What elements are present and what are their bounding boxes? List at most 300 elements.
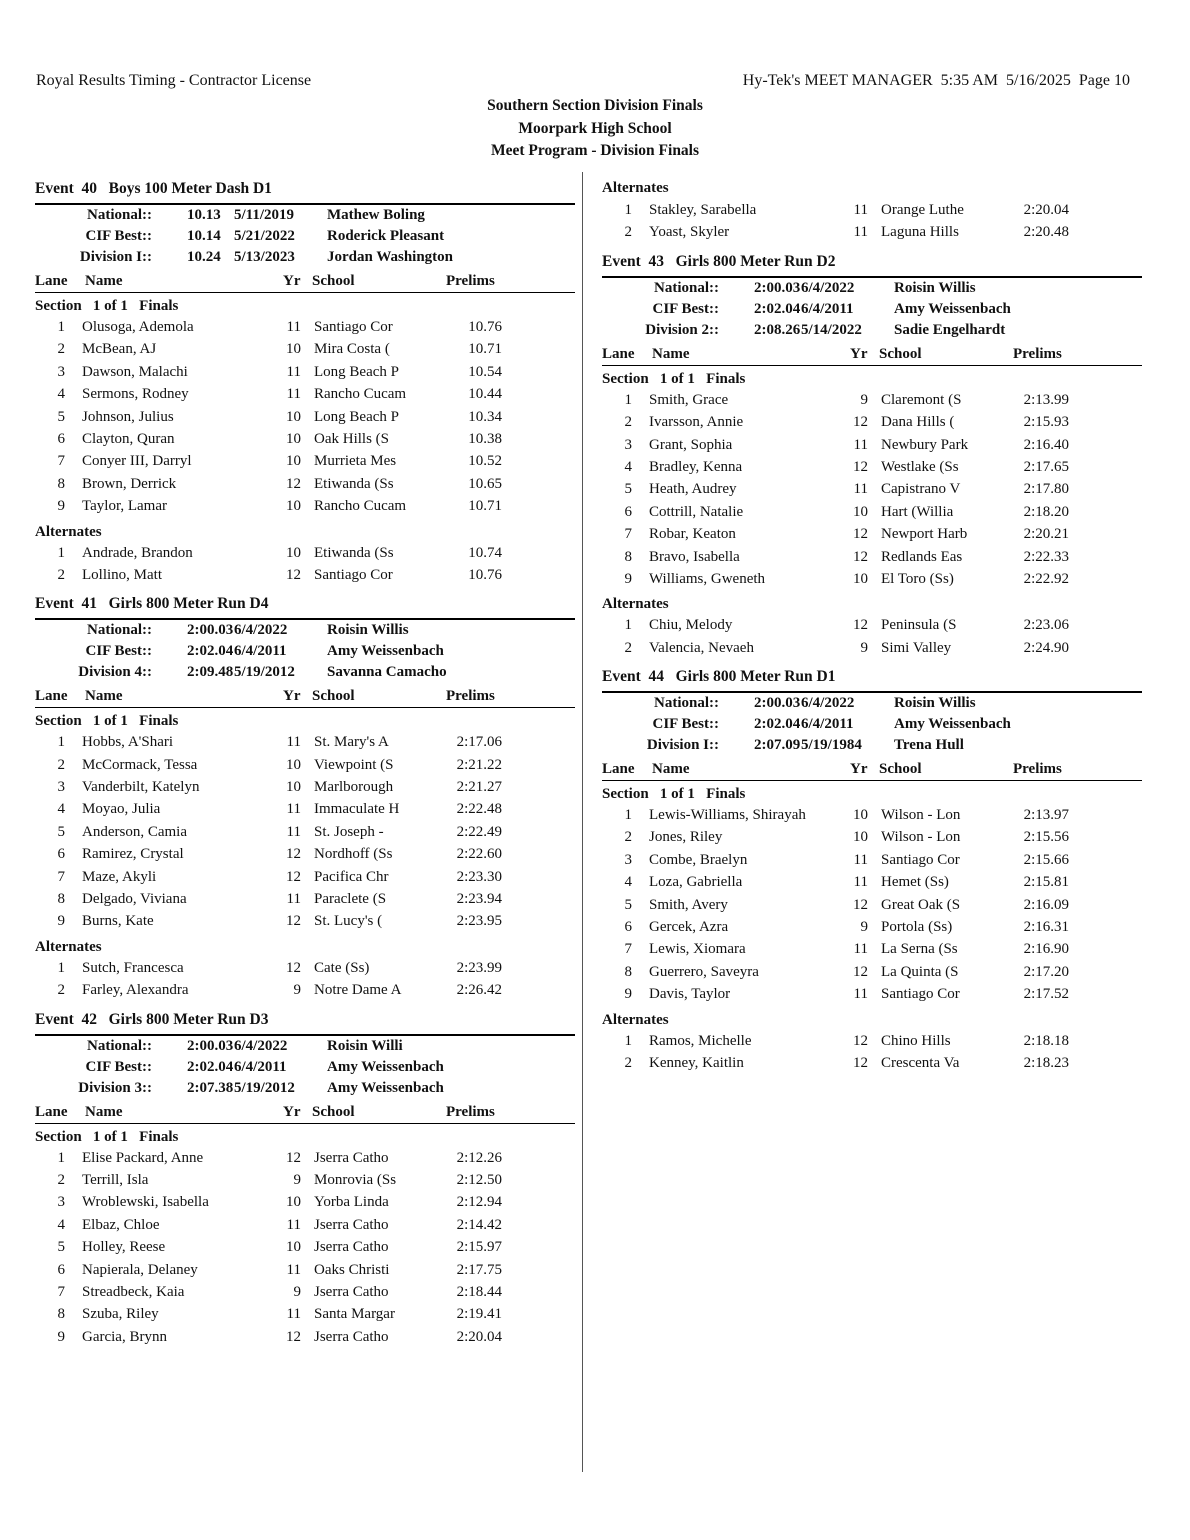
athlete-school: Marlborough (314, 779, 394, 796)
athlete-school: Jserra Catho (314, 1283, 389, 1300)
record-label: CIF Best:: (85, 228, 152, 244)
event-title: Event 42 Girls 800 Meter Run D3 (35, 1011, 575, 1036)
column-header (602, 343, 1142, 366)
athlete-school: El Toro (Ss) (881, 570, 954, 587)
athlete-school: Rancho Cucam (314, 386, 407, 403)
prelim-time: 2:22.92 (1023, 570, 1069, 587)
athlete-school: St. Joseph - (314, 823, 384, 840)
section-header: Section 1 of 1 Finals (35, 1128, 179, 1145)
prelim-time: 10.74 (468, 544, 502, 561)
record-holder: Roisin Willis (894, 279, 976, 296)
entry-row (35, 1260, 575, 1282)
entry-row (602, 1053, 1142, 1075)
lane-number: 7 (624, 526, 632, 543)
athlete-school: Jserra Catho (314, 1328, 389, 1345)
athlete-year: 12 (286, 868, 301, 885)
record-time: 2:07.09 (754, 737, 801, 754)
column-divider (582, 172, 583, 1472)
entry-row (35, 732, 575, 754)
prelim-time: 2:19.41 (456, 1306, 502, 1323)
col-lane: Lane (35, 273, 68, 289)
lane-number: 4 (57, 1216, 65, 1233)
prelim-time: 2:17.65 (1023, 458, 1069, 475)
athlete-year: 12 (286, 475, 301, 492)
col-prelims: Prelims (1013, 345, 1062, 362)
record-row (602, 320, 1142, 341)
athlete-school: Mira Costa ( (314, 341, 390, 358)
athlete-year: 10 (286, 341, 301, 358)
prelim-time: 2:21.27 (456, 779, 502, 796)
lane-number: 5 (57, 823, 65, 840)
athlete-year: 10 (286, 453, 301, 470)
entry-row (35, 565, 575, 587)
prelim-time: 2:17.80 (1023, 481, 1069, 498)
record-time: 2:02.04 (187, 1058, 234, 1075)
athlete-name: Dawson, Malachi (82, 363, 188, 380)
col-school: School (312, 273, 355, 289)
section-header: Section 1 of 1 Finals (35, 713, 179, 730)
column-header (35, 270, 575, 293)
athlete-year: 11 (286, 734, 301, 751)
athlete-year: 11 (853, 436, 868, 453)
athlete-year: 12 (286, 913, 301, 930)
alternates-list (602, 615, 1142, 660)
record-date: 6/4/2022 (801, 279, 855, 296)
prelim-time: 2:20.04 (456, 1328, 502, 1345)
prelim-time: 2:26.42 (456, 982, 502, 999)
document-titles (0, 95, 1190, 163)
entry-row (35, 958, 575, 980)
record-time: 2:02.04 (187, 643, 234, 660)
entry-row (602, 1031, 1142, 1053)
record-row (602, 714, 1142, 735)
record-date: 6/4/2022 (801, 695, 855, 712)
prelim-time: 2:15.56 (1023, 829, 1069, 846)
prelim-time: 2:17.52 (1023, 986, 1069, 1003)
athlete-year: 9 (860, 919, 868, 936)
athlete-school: Peninsula (S (881, 617, 957, 634)
prelim-time: 2:15.66 (1023, 851, 1069, 868)
record-holder: Amy Weissenbach (327, 643, 444, 660)
record-date: 6/4/2011 (234, 1058, 287, 1075)
lane-number: 8 (624, 548, 632, 565)
col-yr: Yr (850, 345, 868, 362)
col-yr: Yr (283, 273, 301, 289)
athlete-school: Newport Harb (881, 526, 968, 543)
athlete-school: Long Beach P (314, 408, 399, 425)
prelim-time: 2:18.20 (1023, 503, 1069, 520)
entry-row (602, 939, 1142, 961)
athlete-year: 12 (853, 548, 868, 565)
prelim-time: 10.54 (468, 363, 502, 380)
meet-title: Southern Section Division Finals (487, 97, 703, 114)
prelim-time: 2:23.30 (456, 868, 502, 885)
alternates-header: Alternates (602, 180, 669, 196)
athlete-school: Santiago Cor (314, 566, 393, 583)
athlete-name: Hobbs, A'Shari (82, 734, 174, 751)
prelim-time: 2:23.06 (1023, 617, 1069, 634)
prelim-time: 2:22.48 (456, 801, 502, 818)
athlete-year: 12 (853, 617, 868, 634)
entry-row (35, 1215, 575, 1237)
record-row (35, 620, 575, 641)
lane-number: 2 (57, 566, 65, 583)
prelim-time: 2:17.20 (1023, 963, 1069, 980)
athlete-name: Loza, Gabriella (649, 874, 743, 891)
column-header (602, 758, 1142, 781)
lane-number: 6 (624, 503, 632, 520)
entry-row (35, 1282, 575, 1304)
record-holder: Amy Weissenbach (327, 1079, 444, 1096)
entry-row (35, 317, 575, 339)
lane-number: 6 (57, 430, 65, 447)
athlete-year: 11 (286, 1261, 301, 1278)
lane-number: 7 (624, 941, 632, 958)
lane-number: 9 (57, 498, 65, 515)
prelim-time: 2:14.42 (456, 1216, 502, 1233)
athlete-year: 12 (286, 959, 301, 976)
prelim-time: 2:20.21 (1023, 526, 1069, 543)
col-yr: Yr (283, 688, 301, 705)
record-holder: Jordan Washington (327, 249, 454, 265)
athlete-school: Claremont (S (881, 391, 962, 408)
athlete-year: 9 (293, 1283, 301, 1300)
athlete-name: Jones, Riley (649, 829, 723, 846)
prelim-time: 2:13.97 (1023, 807, 1069, 824)
col-school: School (879, 761, 922, 778)
prelim-time: 2:21.22 (456, 756, 502, 773)
athlete-name: Lewis, Xiomara (649, 941, 746, 958)
record-date: 5/19/2012 (234, 664, 295, 681)
athlete-school: Paraclete (S (314, 891, 387, 908)
record-label: CIF Best:: (652, 716, 719, 733)
lane-number: 5 (57, 408, 65, 425)
athlete-name: Andrade, Brandon (82, 544, 193, 561)
record-holder: Mathew Boling (327, 207, 425, 223)
col-prelims: Prelims (1013, 761, 1062, 778)
prelim-time: 2:17.75 (456, 1261, 502, 1278)
athlete-year: 10 (286, 779, 301, 796)
athlete-year: 9 (293, 1171, 301, 1188)
athlete-year: 11 (286, 891, 301, 908)
lane-number: 6 (624, 919, 632, 936)
prelim-time: 10.71 (468, 341, 502, 358)
athlete-name: McCormack, Tessa (82, 756, 198, 773)
athlete-year: 12 (286, 1328, 301, 1345)
column-header (35, 685, 575, 708)
prelim-time: 10.52 (468, 453, 502, 470)
record-holder: Sadie Engelhardt (894, 321, 1006, 338)
entry-row (35, 822, 575, 844)
lane-number: 2 (624, 639, 632, 656)
program-title: Meet Program - Division Finals (490, 142, 700, 159)
lane-number: 3 (57, 1194, 65, 1211)
entries-list (602, 805, 1142, 1007)
record-label: National:: (87, 1037, 152, 1054)
athlete-name: Johnson, Julius (82, 408, 174, 425)
athlete-name: Ramirez, Crystal (82, 846, 184, 863)
entry-row (602, 962, 1142, 984)
lane-number: 9 (624, 570, 632, 587)
athlete-school: La Quinta (S (881, 963, 959, 980)
lane-number: 1 (624, 1032, 632, 1049)
col-name: Name (85, 688, 123, 705)
athlete-year: 11 (286, 823, 301, 840)
record-row (35, 662, 575, 683)
athlete-school: Cate (Ss) (314, 959, 370, 976)
prelim-time: 2:17.06 (456, 734, 502, 751)
entry-row (35, 451, 575, 473)
prelim-time: 2:12.26 (456, 1149, 502, 1166)
athlete-name: Olusoga, Ademola (82, 319, 194, 335)
right-column (602, 180, 1142, 1075)
record-label: Division 3:: (78, 1079, 152, 1096)
athlete-year: 12 (853, 963, 868, 980)
lane-number: 2 (57, 982, 65, 999)
prelim-time: 2:18.23 (1023, 1054, 1069, 1071)
col-name: Name (652, 345, 690, 362)
prelim-time: 10.76 (468, 566, 502, 583)
athlete-year: 11 (853, 874, 868, 891)
athlete-school: Rancho Cucam (314, 498, 407, 515)
entry-row (602, 917, 1142, 939)
lane-number: 8 (624, 963, 632, 980)
athlete-year: 11 (286, 801, 301, 818)
prelim-time: 10.38 (468, 430, 502, 447)
record-row (35, 247, 575, 268)
athlete-school: Portola (Ss) (881, 919, 953, 936)
athlete-name: Sermons, Rodney (82, 386, 189, 403)
lane-number: 9 (624, 986, 632, 1003)
entry-row (602, 390, 1142, 412)
prelim-time: 2:12.94 (456, 1194, 502, 1211)
athlete-school: Yorba Linda (314, 1194, 389, 1211)
athlete-name: Taylor, Lamar (82, 498, 167, 515)
col-prelims: Prelims (446, 1103, 495, 1120)
prelim-time: 2:22.33 (1023, 548, 1069, 565)
record-date: 6/4/2022 (234, 622, 288, 639)
athlete-year: 11 (853, 986, 868, 1003)
alternates-list (35, 543, 575, 588)
record-row (602, 278, 1142, 299)
prelim-time: 2:16.09 (1023, 896, 1069, 913)
athlete-year: 10 (853, 570, 868, 587)
entry-row (602, 502, 1142, 524)
athlete-name: Kenney, Kaitlin (649, 1054, 744, 1071)
record-row (35, 226, 575, 247)
prelim-time: 2:16.31 (1023, 919, 1069, 936)
record-label: National:: (654, 695, 719, 712)
record-time: 2:02.04 (754, 716, 801, 733)
entry-row (602, 222, 1142, 244)
record-time: 2:02.04 (754, 300, 801, 317)
athlete-year: 10 (853, 829, 868, 846)
left-column (35, 180, 575, 1349)
prelim-time: 2:20.04 (1023, 202, 1069, 218)
entries-list (35, 1148, 575, 1350)
record-holder: Roisin Willis (327, 622, 409, 639)
athlete-year: 11 (286, 363, 301, 380)
lane-number: 1 (57, 319, 65, 335)
event-title: Event 40 Boys 100 Meter Dash D1 (35, 180, 575, 205)
athlete-name: Ivarsson, Annie (649, 414, 744, 431)
prelim-time: 2:15.97 (456, 1239, 502, 1256)
athlete-name: Terrill, Isla (82, 1171, 149, 1188)
athlete-school: Jserra Catho (314, 1239, 389, 1256)
lane-number: 2 (57, 1171, 65, 1188)
lane-number: 9 (57, 913, 65, 930)
alternates-header: Alternates (35, 523, 102, 540)
athlete-name: Farley, Alexandra (82, 982, 189, 999)
athlete-name: Anderson, Camia (82, 823, 187, 840)
athlete-name: Burns, Kate (82, 913, 154, 930)
lane-number: 1 (624, 391, 632, 408)
lane-number: 8 (57, 1306, 65, 1323)
entry-row (602, 524, 1142, 546)
alternates-list (35, 958, 575, 1003)
record-date: 5/19/1984 (801, 737, 862, 754)
prelim-time: 10.65 (468, 475, 502, 492)
record-date: 6/4/2011 (801, 300, 854, 317)
venue-title: Moorpark High School (518, 119, 672, 137)
record-holder: Trena Hull (894, 737, 964, 754)
prelim-time: 2:24.90 (1023, 639, 1069, 656)
alternates-header: Alternates (602, 596, 669, 613)
lane-number: 1 (624, 617, 632, 634)
athlete-school: Monrovia (Ss (314, 1171, 397, 1188)
athlete-name: Clayton, Quran (82, 430, 175, 447)
event-title: Event 41 Girls 800 Meter Run D4 (35, 595, 575, 620)
athlete-year: 12 (853, 458, 868, 475)
prelim-time: 2:22.60 (456, 846, 502, 863)
athlete-year: 12 (286, 846, 301, 863)
athlete-school: Wilson - Lon (881, 829, 961, 846)
record-row (602, 299, 1142, 320)
athlete-year: 11 (286, 1216, 301, 1233)
prelim-time: 10.71 (468, 498, 502, 515)
lane-number: 1 (624, 807, 632, 824)
lane-number: 1 (57, 959, 65, 976)
record-label: National:: (87, 622, 152, 639)
athlete-school: Newbury Park (881, 436, 969, 453)
record-date: 5/21/2022 (234, 228, 295, 244)
prelim-time: 2:16.40 (1023, 436, 1069, 453)
athlete-name: Ramos, Michelle (649, 1032, 752, 1049)
record-holder: Roisin Willis (894, 695, 976, 712)
col-name: Name (85, 1103, 123, 1120)
athlete-year: 10 (286, 1239, 301, 1256)
athlete-name: Chiu, Melody (649, 617, 733, 634)
event-block (602, 253, 1142, 660)
lane-number: 8 (57, 891, 65, 908)
event-title: Event 44 Girls 800 Meter Run D1 (602, 668, 1142, 693)
entry-row (35, 867, 575, 889)
lane-number: 5 (57, 1239, 65, 1256)
col-lane: Lane (35, 1103, 68, 1120)
lane-number: 1 (57, 1149, 65, 1166)
prelim-time: 10.76 (468, 319, 502, 335)
entry-row (602, 850, 1142, 872)
lane-number: 3 (624, 851, 632, 868)
record-holder: Amy Weissenbach (894, 716, 1011, 733)
entry-row (602, 200, 1142, 222)
header-meet-manager: Hy-Tek's MEET MANAGER 5:35 AM 5/16/2025 Page 10 (742, 72, 1130, 89)
record-label: Division I:: (646, 737, 719, 754)
record-holder: Amy Weissenbach (327, 1058, 444, 1075)
record-row (35, 1078, 575, 1099)
entry-row (602, 984, 1142, 1006)
record-label: Division 4:: (78, 664, 152, 681)
athlete-school: Westlake (Ss (881, 458, 959, 475)
event-title: Event 43 Girls 800 Meter Run D2 (602, 253, 1142, 278)
athlete-school: Chino Hills (881, 1032, 951, 1049)
lane-number: 2 (624, 829, 632, 846)
athlete-name: Bradley, Kenna (649, 458, 743, 475)
lane-number: 2 (57, 341, 65, 358)
athlete-name: Streadbeck, Kaia (82, 1283, 185, 1300)
record-date: 6/4/2011 (234, 643, 287, 660)
entry-row (602, 805, 1142, 827)
prelim-time: 2:15.81 (1023, 874, 1069, 891)
record-date: 5/11/2019 (234, 207, 295, 223)
alternates-list (602, 1031, 1142, 1076)
entry-row (35, 339, 575, 361)
entry-row (35, 474, 575, 496)
athlete-school: Santiago Cor (881, 986, 960, 1003)
record-label: National:: (87, 207, 152, 223)
record-date: 6/4/2022 (234, 1037, 288, 1054)
record-date: 6/4/2011 (801, 716, 854, 733)
athlete-school: Santiago Cor (881, 851, 960, 868)
entry-row (35, 844, 575, 866)
lane-number: 3 (624, 436, 632, 453)
alternates-header: Alternates (35, 938, 102, 955)
entry-row (35, 543, 575, 565)
athlete-school: St. Mary's A (314, 734, 389, 751)
athlete-name: Wroblewski, Isabella (82, 1194, 209, 1211)
event-block (35, 595, 575, 1002)
lane-number: 5 (624, 481, 632, 498)
athlete-name: Lewis-Williams, Shirayah (649, 807, 806, 824)
prelim-time: 2:23.94 (456, 891, 502, 908)
athlete-year: 12 (853, 1032, 868, 1049)
alternates-header: Alternates (602, 1011, 669, 1028)
col-school: School (312, 688, 355, 705)
record-label: Division 2:: (645, 321, 719, 338)
record-label: National:: (654, 279, 719, 296)
athlete-name: Vanderbilt, Katelyn (82, 779, 200, 796)
athlete-name: Delgado, Viviana (82, 891, 187, 908)
athlete-year: 10 (286, 430, 301, 447)
lane-number: 4 (57, 386, 65, 403)
record-row (602, 735, 1142, 756)
col-name: Name (85, 273, 123, 289)
record-holder: Savanna Camacho (327, 664, 447, 681)
col-lane: Lane (35, 688, 68, 705)
athlete-year: 10 (853, 503, 868, 520)
entry-row (602, 827, 1142, 849)
record-row (602, 693, 1142, 714)
athlete-year: 12 (853, 896, 868, 913)
column-header (35, 1101, 575, 1124)
athlete-name: Robar, Keaton (649, 526, 736, 543)
athlete-year: 12 (853, 1054, 868, 1071)
athlete-name: Guerrero, Saveyra (649, 963, 759, 980)
section-header: Section 1 of 1 Finals (602, 786, 746, 803)
athlete-year: 9 (293, 982, 301, 999)
lane-number: 9 (57, 1328, 65, 1345)
athlete-school: Etiwanda (Ss (314, 475, 394, 492)
